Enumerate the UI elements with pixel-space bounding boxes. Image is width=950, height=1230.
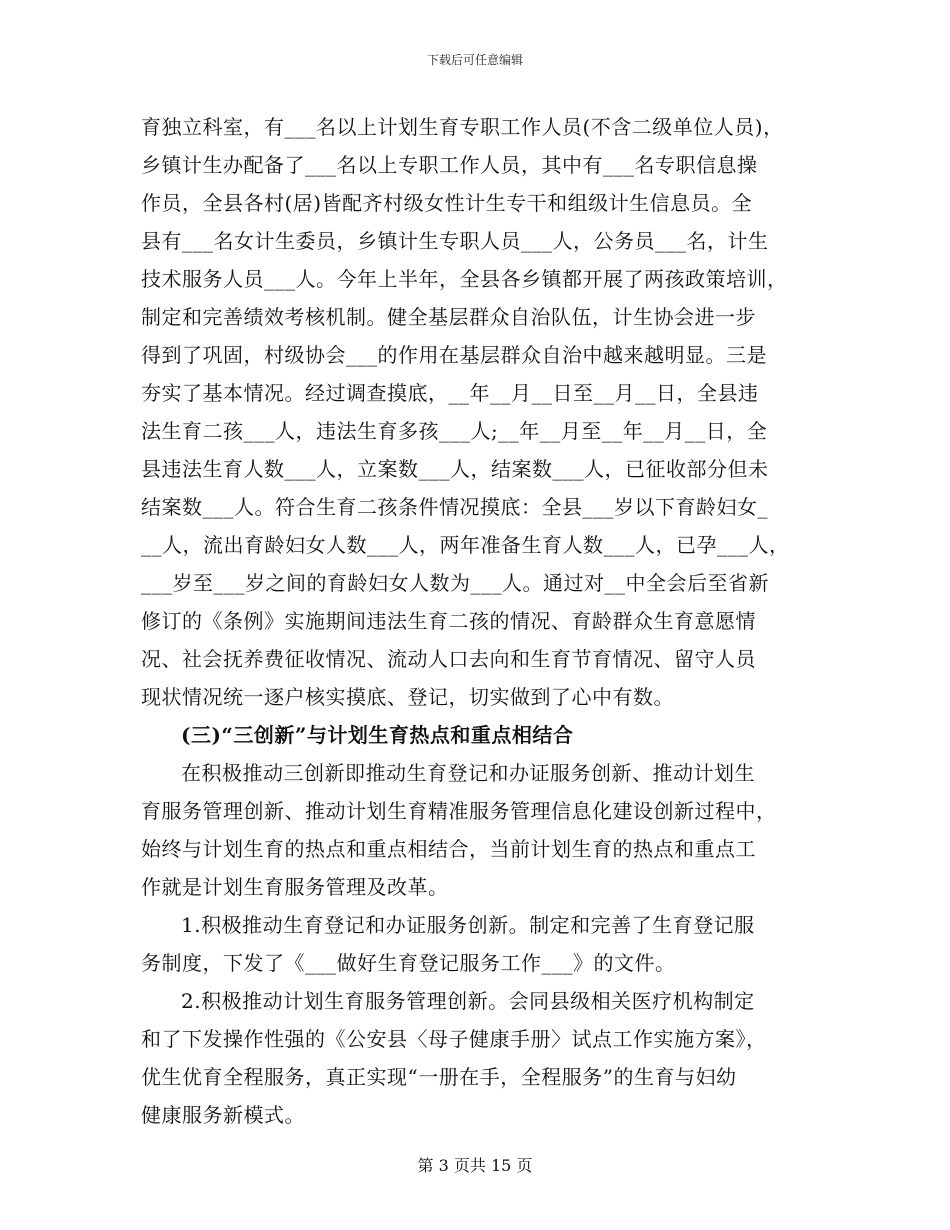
body-line: 得到了巩固，村级协会___的作用在基层群众自治中越来越明显。三是 (141, 343, 767, 367)
body-line: 乡镇计生办配备了___名以上专职工作人员，其中有___名专职信息操 (141, 153, 758, 177)
document-body (141, 108, 821, 1134)
body-line: 务制度，下发了《___做好生育登记服务工作___》的文件。 (141, 951, 676, 975)
page-number: 第 3 页共 15 页 (417, 1156, 533, 1175)
body-line: 况、社会抚养费征收情况、流动人口去向和生育节育情况、留守人员 (141, 647, 756, 671)
body-line: 2.积极推动计划生育服务管理创新。会同县级相关医疗机构制定 (181, 989, 755, 1013)
body-line: 作员，全县各村(居)皆配齐村级女性计生专干和组级计生信息员。全 (141, 191, 753, 215)
body-line: 县有___名女计生委员，乡镇计生专职人员___人，公务员___名，计生 (141, 229, 769, 253)
body-line: 制定和完善绩效考核机制。健全基层群众自治队伍，计生协会进一步 (141, 305, 756, 329)
body-line: 夯实了基本情况。经过调查摸底，__年__月__日至__月__日，全县违 (141, 381, 759, 405)
body-line: 修订的《条例》实施期间违法生育二孩的情况、育龄群众生育意愿情 (141, 609, 756, 633)
body-line: 育独立科室，有___名以上计划生育专职工作人员(不含二级单位人员)， (141, 115, 784, 139)
body-line: 和了下发操作性强的《公安县〈母子健康手册〉试点工作实施方案》， (141, 1027, 767, 1051)
body-line: 现状情况统一逐户核实摸底、登记，切实做到了心中有数。 (141, 685, 674, 709)
body-line: 健康服务新模式。 (141, 1103, 305, 1127)
body-line: __人，流出育龄妇女人数___人，两年准备生育人数___人，已孕___人， (141, 533, 790, 557)
page-header: 下载后可任意编辑 (426, 53, 523, 67)
body-line: 始终与计划生育的热点和重点相结合，当前计划生育的热点和重点工 (141, 837, 756, 861)
body-line: 结案数___人。符合生育二孩条件情况摸底：全县___岁以下育龄妇女_ (141, 495, 768, 519)
body-line: 县违法生育人数___人，立案数___人，结案数___人，已征收部分但未 (141, 457, 769, 481)
body-line: 法生育二孩___人，违法生育多孩___人;__年__月至__年__月__日，全 (141, 419, 768, 443)
body-line: 1.积极推动生育登记和办证服务创新。制定和完善了生育登记服 (181, 913, 755, 937)
body-line: ___岁至___岁之间的育龄妇女人数为___人。通过对__中全会后至省新 (141, 571, 769, 595)
section-heading: (三)“三创新”与计划生育热点和重点相结合 (181, 723, 574, 747)
body-line: 优生优育全程服务，真正实现“一册在手，全程服务”的生育与妇幼 (141, 1065, 737, 1089)
body-line: 育服务管理创新、推动计划生育精准服务管理信息化建设创新过程中， (141, 799, 777, 823)
body-line: 在积极推动三创新即推动生育登记和办证服务创新、推动计划生 (181, 761, 755, 785)
body-line: 技术服务人员___人。今年上半年，全县各乡镇都开展了两孩政策培训， (141, 267, 788, 291)
body-line: 作就是计划生育服务管理及改革。 (141, 875, 449, 899)
